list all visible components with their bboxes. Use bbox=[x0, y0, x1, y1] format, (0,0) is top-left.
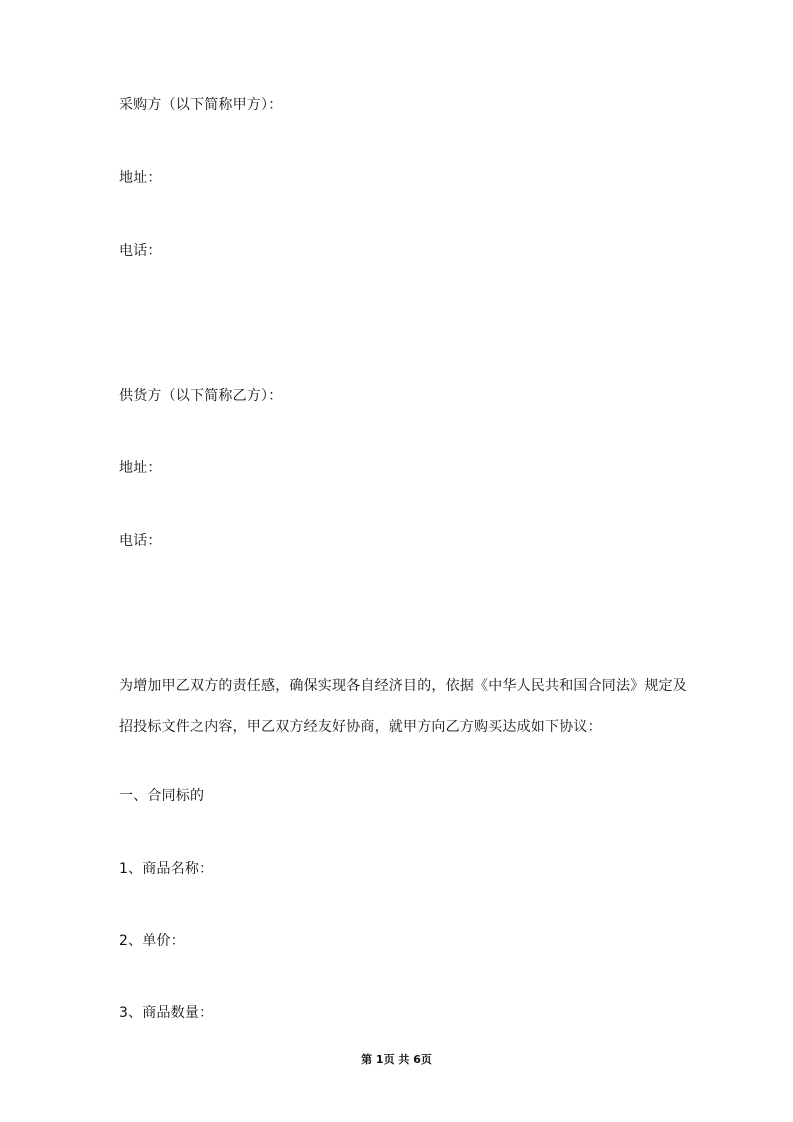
supplier-heading: 供货方（以下简称乙方）： bbox=[119, 388, 283, 404]
item-unit-price: 2、单价： bbox=[119, 933, 185, 949]
buyer-heading: 采购方（以下简称甲方）： bbox=[119, 97, 283, 113]
buyer-phone-label: 电话： bbox=[119, 243, 162, 259]
supplier-address-label: 地址： bbox=[119, 460, 162, 476]
buyer-address-label: 地址： bbox=[119, 170, 162, 186]
supplier-phone-label: 电话： bbox=[119, 533, 162, 549]
item-quantity: 3、商品数量： bbox=[119, 1005, 214, 1021]
intro-paragraph-line-2: 招投标文件之内容，甲乙双方经友好协商，就甲方向乙方购买达成如下协议： bbox=[119, 719, 602, 735]
section-title-contract-subject: 一、合同标的 bbox=[119, 788, 205, 804]
intro-paragraph-line-1: 为增加甲乙双方的责任感，确保实现各自经济目的，依据《中华人民共和国合同法》规定及 bbox=[119, 678, 687, 694]
item-product-name: 1、商品名称： bbox=[119, 861, 214, 877]
page-number: 第 1页 共 6页 bbox=[361, 1053, 432, 1066]
